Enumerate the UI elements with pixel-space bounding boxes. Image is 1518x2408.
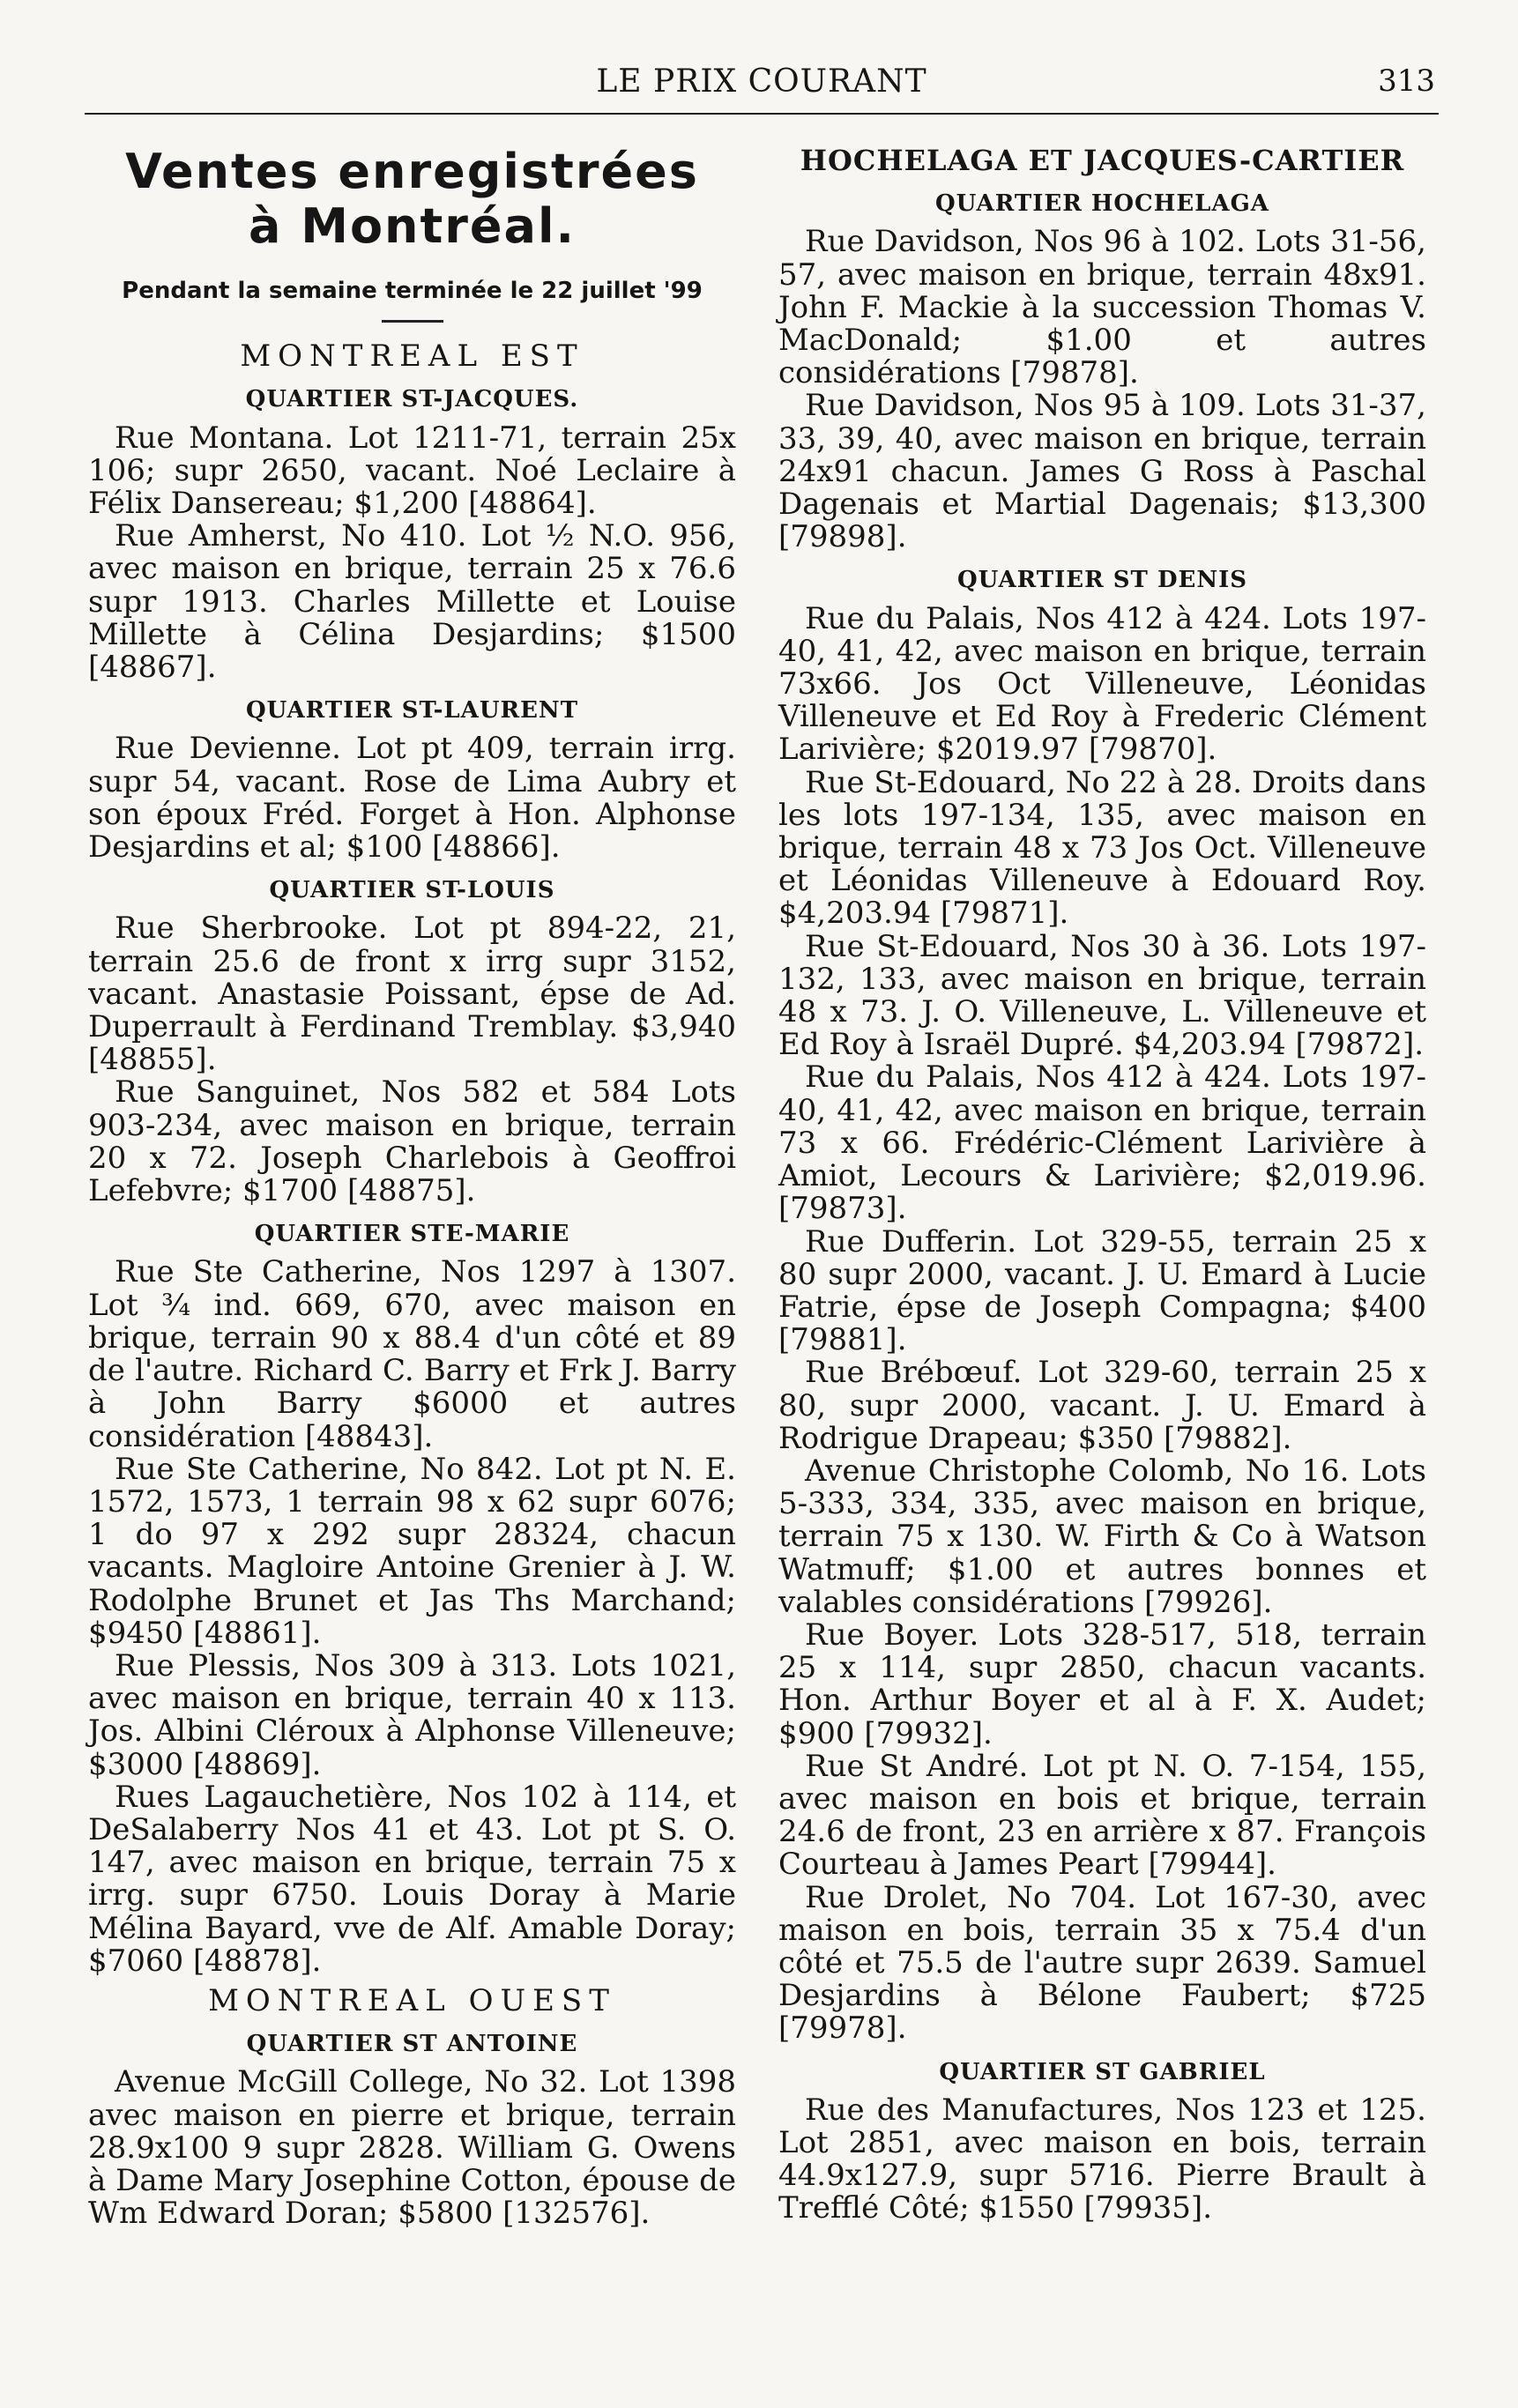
sale-entry: Rue St-Edouard, Nos 30 à 36. Lots 197-132, 133, avec maison en brique, terrain 48 x 73. J. O. Villeneuve, L. Villeneuve et Ed Roy à Israël Dupré. $4,203.94 [79872]. [778, 928, 1426, 1063]
sale-entry: Rue Plessis, Nos 309 à 313. Lots 1021, avec maison en brique, terrain 40 x 113. Jos. Albini Cléroux à Alphonse Villeneuve; $3000 [48869]. [88, 1647, 736, 1782]
sale-entry: Rues Lagauchetière, Nos 102 à 114, et DeSalaberry Nos 41 et 43. Lot pt S. O. 147, avec maison en brique, terrain 75 x irrg. supr 6750. Louis Doray à Marie Mélina Bayard, vve de Alf. Amable Doray; $7060 [48878]. [88, 1779, 736, 1979]
title-rule [382, 320, 443, 323]
article-title-line-2: à Montréal. [248, 198, 577, 254]
quartier-heading: QUARTIER ST GABRIEL [939, 2058, 1266, 2085]
section-montreal-est: MONTREAL EST [240, 338, 584, 375]
article-title-line-1: Ventes enregistrées [125, 144, 699, 199]
quartier-heading: QUARTIER ST ANTOINE [246, 2031, 578, 2058]
sale-entry: Rue Davidson, Nos 95 à 109. Lots 31-37, 33, 39, 40, avec maison en brique, terrain 24x91 chacun. James G Ross à Paschal Dagenais et Martial Dagenais; $13,300 [79898]. [778, 388, 1426, 555]
running-header [85, 60, 1439, 115]
sale-entry: Avenue McGill College, No 32. Lot 1398 avec maison en pierre et brique, terrain 28.9x100 9 supr 2828. William G. Owens à Dame Mary Josephine Cotton, épouse de Wm Edward Doran; $5800 [132576]. [88, 2064, 736, 2232]
quartier-heading: QUARTIER STE-MARIE [254, 1221, 570, 1248]
article-subtitle: Pendant la semaine terminée le 22 juillet '99 [122, 278, 703, 304]
sale-entry: Rue Brébœuf. Lot 329-60, terrain 25 x 80, supr 2000, vacant. J. U. Emard à Rodrigue Drapeau; $350 [79882]. [778, 1355, 1426, 1456]
running-title: LE PRIX COURANT [596, 63, 927, 100]
sale-entry: Rue Montana. Lot 1211-71, terrain 25x 106; supr 2650, vacant. Noé Leclaire à Félix Dansereau; $1,200 [48864]. [88, 420, 736, 522]
quartier-heading: QUARTIER ST-JACQUES. [245, 386, 579, 413]
sale-entry: Rue Ste Catherine, Nos 1297 à 1307. Lot ¾ ind. 669, 670, avec maison en brique, terrain 90 x 88.4 d'un côté et 89 de l'autre. Richard C. Barry et Frk J. Barry à John Barry $6000 et autres considération [48843]. [88, 1254, 736, 1454]
sale-entry: Rue Boyer. Lots 328-517, 518, terrain 25 x 114, supr 2850, chacun vacants. Hon. Arthur Boyer et al à F. X. Audet; $900 [79932]. [778, 1616, 1426, 1751]
article-title [88, 145, 736, 254]
sale-entry: Rue Davidson, Nos 96 à 102. Lots 31-56, 57, avec maison en brique, terrain 48x91. John F. Mackie à la succession Thomas V. MacDonald; $1.00 et autres considérations [79878]. [778, 224, 1426, 391]
sale-entry: Rue Dufferin. Lot 329-55, terrain 25 x 80 supr 2000, vacant. J. U. Emard à Lucie Fatrie, épse de Joseph Compagna; $400 [79881]. [778, 1223, 1426, 1358]
sale-entry: Rue Sherbrooke. Lot pt 894-22, 21, terrain 25.6 de front x irrg supr 3152, vacant. Anastasie Poissant, épse de Ad. Duperrault à Ferdinand Tremblay. $3,940 [48855]. [88, 910, 736, 1078]
sale-entry: Rue Devienne. Lot pt 409, terrain irrg. supr 54, vacant. Rose de Lima Aubry et son époux Fréd. Forget à Hon. Alphonse Desjardins et al; $100 [48866]. [88, 731, 736, 866]
quartier-heading: QUARTIER ST-LAURENT [245, 697, 579, 725]
section-montreal-ouest: MONTREAL OUEST [208, 1982, 616, 2018]
sale-entry: Rue Amherst, No 410. Lot ½ N.O. 956, avec maison en brique, terrain 25 x 76.6 supr 1913. Charles Millette et Louise Millette à Célina Desjardins; $1500 [48867]. [88, 518, 736, 686]
sale-entry: Rue Drolet, No 704. Lot 167-30, avec maison en bois, terrain 35 x 75.4 d'un côté et 75.5 de l'autre supr 2639. Samuel Desjardins à Bélone Faubert; $725 [79978]. [778, 1879, 1426, 2047]
quartier-heading: QUARTIER ST-LOUIS [269, 877, 555, 904]
section-hochelaga: HOCHELAGA ET JACQUES-CARTIER [800, 144, 1405, 177]
left-column [88, 132, 736, 2230]
sale-entry: Rue St André. Lot pt N. O. 7-154, 155, avec maison en bois et brique, terrain 24.6 de front, 23 en arrière x 87. François Courteau à James Peart [79944]. [778, 1748, 1426, 1883]
quartier-heading: QUARTIER ST DENIS [956, 567, 1248, 594]
sale-entry: Rue des Manufactures, Nos 123 et 125. Lot 2851, avec maison en bois, terrain 44.9x127.9, supr 5716. Pierre Brault à Trefflé Côté; $1550 [79935]. [778, 2092, 1426, 2226]
sale-entry: Rue Ste Catherine, No 842. Lot pt N. E. 1572, 1573, 1 terrain 98 x 62 supr 6076; 1 do 97 x 292 supr 28324, chacun vacants. Magloire Antoine Grenier à J. W. Rodolphe Brunet et Jas Ths Marchand; $9450 [48861]. [88, 1451, 736, 1651]
sale-entry: Rue du Palais, Nos 412 à 424. Lots 197-40, 41, 42, avec maison en brique, terrain 73x66. Jos Oct Villeneuve, Léonidas Villeneuve et Ed Roy à Frederic Clément Larivière; $2019.97 [79870]. [778, 600, 1426, 768]
quartier-heading: QUARTIER HOCHELAGA [935, 190, 1269, 218]
sale-entry: Rue du Palais, Nos 412 à 424. Lots 197-40, 41, 42, avec maison en brique, terrain 73 x 66. Frédéric-Clément Larivière à Amiot, Lecours & Larivière; $2,019.96. [79873]. [778, 1059, 1426, 1227]
sale-entry: Rue St-Edouard, No 22 à 28. Droits dans les lots 197-134, 135, avec maison en brique, terrain 48 x 73 Jos Oct. Villeneuve et Léonidas Villeneuve à Edouard Roy. $4,203.94 [79871]. [778, 764, 1426, 932]
right-column [778, 132, 1426, 2226]
sale-entry: Avenue Christophe Colomb, No 16. Lots 5-333, 334, 335, avec maison en brique, terrain 75 x 130. W. Firth & Co à Watson Watmuff; $1.00 et autres bonnes et valables considérations [79926]. [778, 1453, 1426, 1620]
page-number: 313 [1378, 63, 1435, 99]
sale-entry: Rue Sanguinet, Nos 582 et 584 Lots 903-234, avec maison en brique, terrain 20 x 72. Joseph Charlebois à Geoffroi Lefebvre; $1700 [48875]. [88, 1074, 736, 1209]
